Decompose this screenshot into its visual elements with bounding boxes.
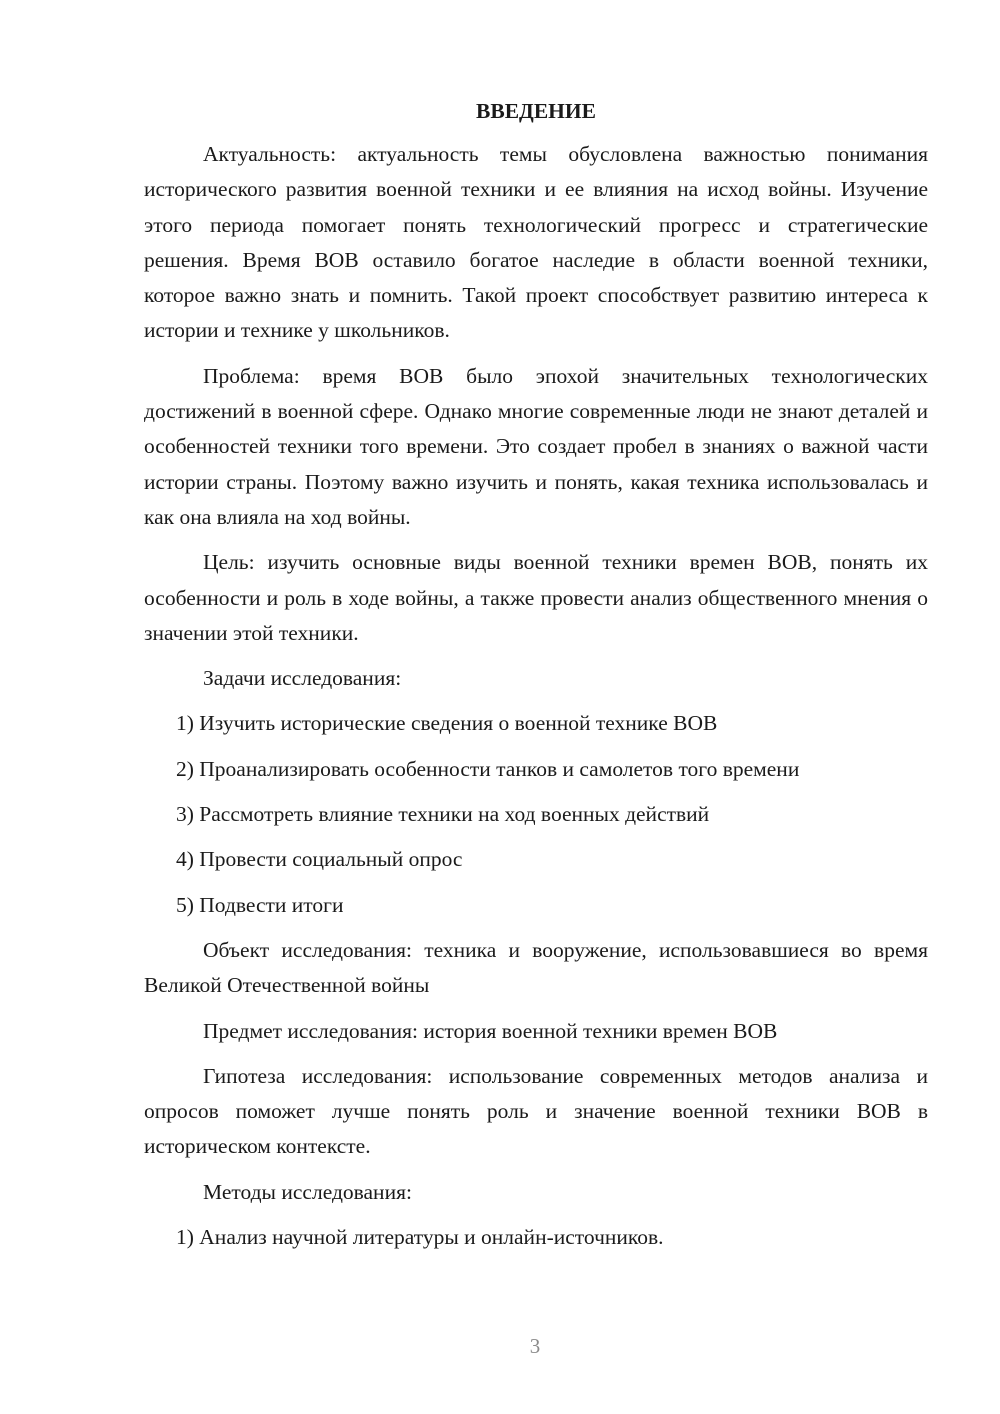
section-title: ВВЕДЕНИЕ bbox=[476, 99, 596, 123]
goal-paragraph: Цель: изучить основные виды военной техники времен ВОВ, понять их особенности и роль в ходе войны, а также провести анализ общественного мнения о значении этой техники. bbox=[144, 550, 928, 645]
problem-paragraph: Проблема: время ВОВ было эпохой значительных технологических достижений в военной сфере. Однако многие современные люди не знают деталей и особенностей техники того времени. Это создает пробел в знаниях о важной части истории страны. Поэтому важно изучить и понять, какая техника использовалась и как она влияла на ход войны. bbox=[144, 363, 928, 529]
method-item-1: 1) Анализ научной литературы и онлайн-источников. bbox=[176, 1225, 664, 1250]
methods-heading: Методы исследования: bbox=[203, 1179, 412, 1204]
page-content bbox=[144, 96, 928, 1265]
tasks-heading: Задачи исследования: bbox=[203, 666, 402, 691]
task-item-2: 2) Проанализировать особенности танков и самолетов того времени bbox=[176, 756, 800, 781]
subject-paragraph: Предмет исследования: история военной техники времен ВОВ bbox=[203, 1018, 778, 1043]
page-number: 3 bbox=[529, 1334, 541, 1358]
relevance-paragraph: Актуальность: актуальность темы обусловлена важностью понимания исторического развития военной техники и ее влияния на исход войны. Изучение этого периода помогает понять технологический прогресс и стратегические решения. Время ВОВ оставило богатое наследие в области военной техники, которое важно знать и помнить. Такой проект способствует развитию интереса к истории и технике у школьников. bbox=[144, 142, 928, 343]
task-item-1: 1) Изучить исторические сведения о военной технике ВОВ bbox=[176, 711, 718, 736]
object-paragraph: Объект исследования: техника и вооружение, использовавшиеся во время Великой Отечественной войны bbox=[144, 937, 928, 998]
task-item-4: 4) Провести социальный опрос bbox=[176, 847, 463, 872]
task-item-5: 5) Подвести итоги bbox=[176, 892, 344, 917]
task-item-3: 3) Рассмотреть влияние техники на ход военных действий bbox=[176, 802, 710, 827]
hypothesis-paragraph: Гипотеза исследования: использование современных методов анализа и опросов поможет лучше понять роль и значение военной техники ВОВ в историческом контексте. bbox=[144, 1063, 928, 1159]
